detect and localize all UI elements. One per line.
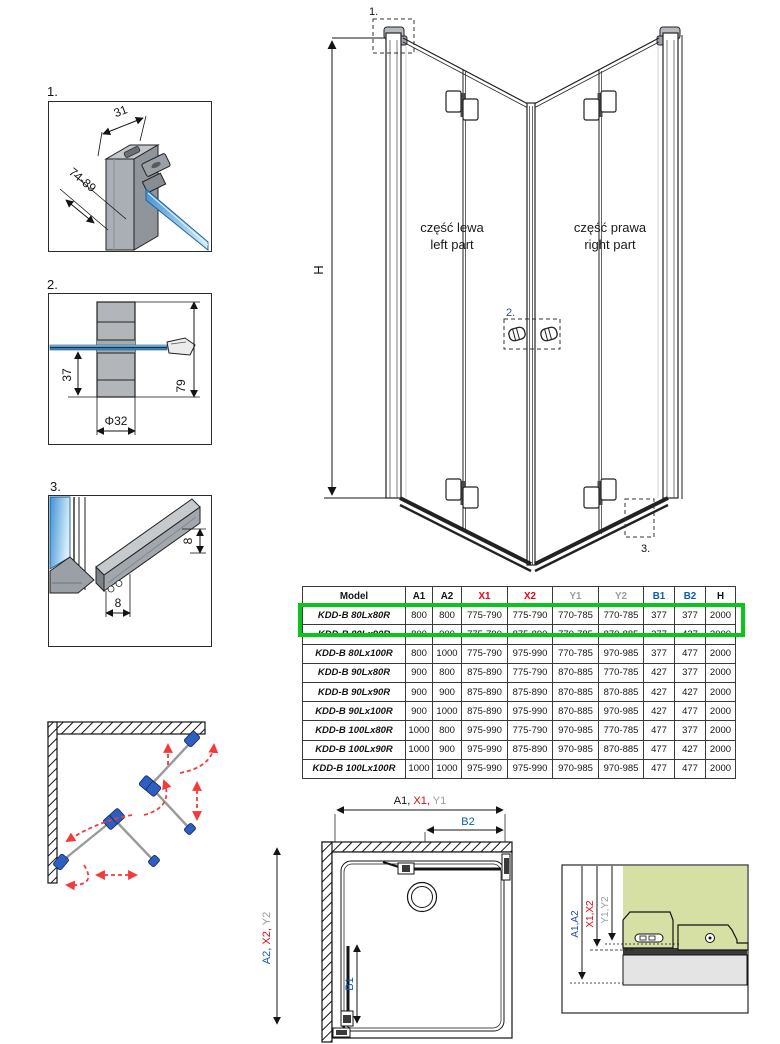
- cell: 775-790: [508, 721, 553, 740]
- dim-y1y2: Y1,Y2: [600, 896, 611, 924]
- shower-tray: [332, 852, 512, 1038]
- cell: 1000: [406, 740, 433, 759]
- cell: 800: [433, 663, 462, 682]
- cell: 800: [406, 625, 433, 644]
- cell: 775-790: [508, 663, 553, 682]
- cell: 975-990: [462, 740, 508, 759]
- top-view-plan: [255, 790, 535, 1044]
- dim-8-width: 8: [114, 596, 122, 610]
- dim-a1: A1,: [393, 795, 414, 807]
- cell: 970-985: [599, 759, 644, 778]
- cell: 770-785: [599, 606, 644, 625]
- folding-schematic: [40, 715, 270, 940]
- cell: 2000: [706, 702, 736, 721]
- table-row: [303, 625, 736, 644]
- cell: 770-785: [553, 606, 599, 625]
- col-header-b1: B1: [644, 587, 675, 606]
- size-table: [302, 586, 736, 779]
- main-enclosure-drawing: [300, 0, 780, 580]
- cell: 970-985: [553, 721, 599, 740]
- glass-panel: [50, 497, 70, 569]
- dim-37: 37: [60, 368, 74, 382]
- cell: 427: [644, 702, 675, 721]
- cell: 900: [433, 740, 462, 759]
- knob-right: [540, 326, 559, 342]
- cell: 1000: [406, 721, 433, 740]
- cell: 1000: [433, 702, 462, 721]
- dim-a2x2y2: [261, 912, 273, 964]
- cell: 970-985: [599, 702, 644, 721]
- cell: 900: [406, 682, 433, 701]
- callout-2-label: 2.: [506, 307, 516, 319]
- detail-1-drawing: [48, 101, 210, 250]
- cell: 775-790: [462, 644, 508, 663]
- wall-top: [322, 842, 512, 852]
- callout-3-label: 3.: [641, 543, 651, 555]
- detail-2-label: 2.: [47, 277, 58, 292]
- cell: 1000: [406, 759, 433, 778]
- cell: 427: [644, 663, 675, 682]
- cell: 900: [433, 625, 462, 644]
- callout-1-label: 1.: [369, 6, 379, 18]
- col-header-h: H: [706, 587, 736, 606]
- right-part-label-pl: część prawa: [573, 220, 647, 235]
- cell: 2000: [706, 721, 736, 740]
- cell: 875-890: [462, 682, 508, 701]
- table-row: [303, 721, 736, 740]
- table-row: [303, 702, 736, 721]
- cell: 377: [644, 606, 675, 625]
- hinge-top-right: [584, 91, 616, 120]
- dim-31: 31: [111, 102, 130, 121]
- col-header-x2: X2: [508, 587, 553, 606]
- cell: 477: [644, 740, 675, 759]
- table-row: [303, 682, 736, 701]
- cell: 1000: [433, 644, 462, 663]
- dim-8-height: 8: [181, 537, 195, 545]
- cell: 775-790: [462, 625, 508, 644]
- dim-x1x2: X1,X2: [585, 900, 596, 928]
- cell: 870-885: [599, 740, 644, 759]
- cell: 970-985: [599, 644, 644, 663]
- table-row: [303, 663, 736, 682]
- detail-1-label: 1.: [47, 84, 58, 99]
- cell: 870-885: [553, 663, 599, 682]
- cell: 477: [675, 759, 706, 778]
- cell: 2000: [706, 606, 736, 625]
- model-name: KDD-B 90Lx90R: [303, 682, 406, 701]
- col-header-b2: B2: [675, 587, 706, 606]
- cell: 770-785: [599, 721, 644, 740]
- model-name: KDD-B 90Lx80R: [303, 663, 406, 682]
- table-row: [303, 740, 736, 759]
- cell: 975-990: [462, 721, 508, 740]
- cell: 2000: [706, 625, 736, 644]
- cell: 377: [675, 606, 706, 625]
- model-name: KDD-B 100Lx100R: [303, 759, 406, 778]
- dim-y2: Y2: [261, 911, 273, 926]
- model-name: KDD-B 80Lx90R: [303, 625, 406, 644]
- handle-knob: [167, 338, 195, 355]
- cell: 427: [675, 740, 706, 759]
- cell: 870-885: [599, 625, 644, 644]
- detail-3-label: 3.: [50, 479, 61, 494]
- cell: 970-985: [553, 759, 599, 778]
- cell: 900: [406, 702, 433, 721]
- model-name: KDD-B 100Lx90R: [303, 740, 406, 759]
- dim-x2: X2,: [261, 925, 273, 945]
- cell: 975-990: [508, 644, 553, 663]
- cell: 775-790: [508, 606, 553, 625]
- col-header-a2: A2: [433, 587, 462, 606]
- hinge-bottom-right: [584, 479, 616, 508]
- cell: 770-785: [553, 644, 599, 663]
- wall-top: [48, 722, 205, 734]
- cell: 477: [675, 644, 706, 663]
- cell: 975-990: [508, 759, 553, 778]
- cell: 870-885: [553, 702, 599, 721]
- cell: 477: [644, 759, 675, 778]
- cell: 875-890: [462, 663, 508, 682]
- cell: 2000: [706, 663, 736, 682]
- detail-2-drawing: [48, 293, 210, 443]
- cell: 427: [675, 682, 706, 701]
- dim-y1: Y1: [432, 795, 447, 807]
- dim-a1x1y1: [394, 795, 446, 807]
- cell: 2000: [706, 644, 736, 663]
- cell: 870-885: [553, 682, 599, 701]
- cell: 427: [644, 682, 675, 701]
- cell: 870-885: [599, 682, 644, 701]
- cell: 900: [406, 663, 433, 682]
- cell: 2000: [706, 740, 736, 759]
- hinge-top-left: [446, 91, 478, 120]
- left-part-label-pl: część lewa: [420, 220, 484, 235]
- cell: 800: [406, 644, 433, 663]
- cell: 427: [675, 625, 706, 644]
- cell: 875-890: [508, 625, 553, 644]
- cell: 770-785: [599, 663, 644, 682]
- dim-phi32: Φ32: [104, 414, 128, 428]
- cell: 970-985: [553, 740, 599, 759]
- col-header-x1: X1: [462, 587, 508, 606]
- left-part-label-en: left part: [430, 237, 474, 252]
- dim-b2: B2: [461, 816, 475, 828]
- knob-left: [508, 326, 527, 342]
- tray-edge: [623, 955, 747, 985]
- cell: 477: [644, 721, 675, 740]
- dim-79: 79: [174, 379, 188, 393]
- dim-a2: A2,: [261, 944, 273, 965]
- table-header-row: [303, 587, 736, 606]
- cell: 800: [406, 606, 433, 625]
- cell: 875-890: [508, 740, 553, 759]
- cell: 1000: [433, 759, 462, 778]
- cell: 775-790: [462, 606, 508, 625]
- model-name: KDD-B 80Lx80R: [303, 606, 406, 625]
- dim-x1: X1,: [413, 795, 433, 807]
- dim-b1: B1: [344, 977, 356, 991]
- model-name: KDD-B 100Lx80R: [303, 721, 406, 740]
- cell: 377: [675, 721, 706, 740]
- bracket-section-detail: [560, 862, 752, 1016]
- cell: 800: [433, 721, 462, 740]
- cell: 975-990: [462, 759, 508, 778]
- col-header-y2: Y2: [599, 587, 644, 606]
- col-header-y1: Y1: [553, 587, 599, 606]
- cell: 377: [644, 644, 675, 663]
- col-header-model: Model: [303, 587, 406, 606]
- model-name: KDD-B 90Lx100R: [303, 702, 406, 721]
- right-part-label-en: right part: [584, 237, 636, 252]
- cell: 800: [433, 606, 462, 625]
- cell: 900: [433, 682, 462, 701]
- wall-left: [48, 722, 57, 883]
- dim-H: H: [311, 265, 326, 275]
- cell: 477: [675, 702, 706, 721]
- table-row: [303, 606, 736, 625]
- cell: 2000: [706, 759, 736, 778]
- detail-3-drawing: [48, 495, 210, 645]
- bracket-left-block: [623, 912, 673, 948]
- cell: 875-890: [462, 702, 508, 721]
- cell: 377: [644, 625, 675, 644]
- model-name: KDD-B 80Lx100R: [303, 644, 406, 663]
- table-row: [303, 644, 736, 663]
- dim-74-89: 74-89: [66, 164, 99, 195]
- cell: 875-890: [508, 682, 553, 701]
- dim-a1a2: A1,A2: [570, 910, 581, 938]
- hinge-bottom-left: [446, 479, 478, 508]
- cell: 770-785: [553, 625, 599, 644]
- cell: 377: [675, 663, 706, 682]
- table-row: [303, 759, 736, 778]
- cell: 975-990: [508, 702, 553, 721]
- col-header-a1: A1: [406, 587, 433, 606]
- wall-left: [322, 842, 332, 1042]
- motion-arrows: [67, 745, 214, 885]
- cell: 2000: [706, 682, 736, 701]
